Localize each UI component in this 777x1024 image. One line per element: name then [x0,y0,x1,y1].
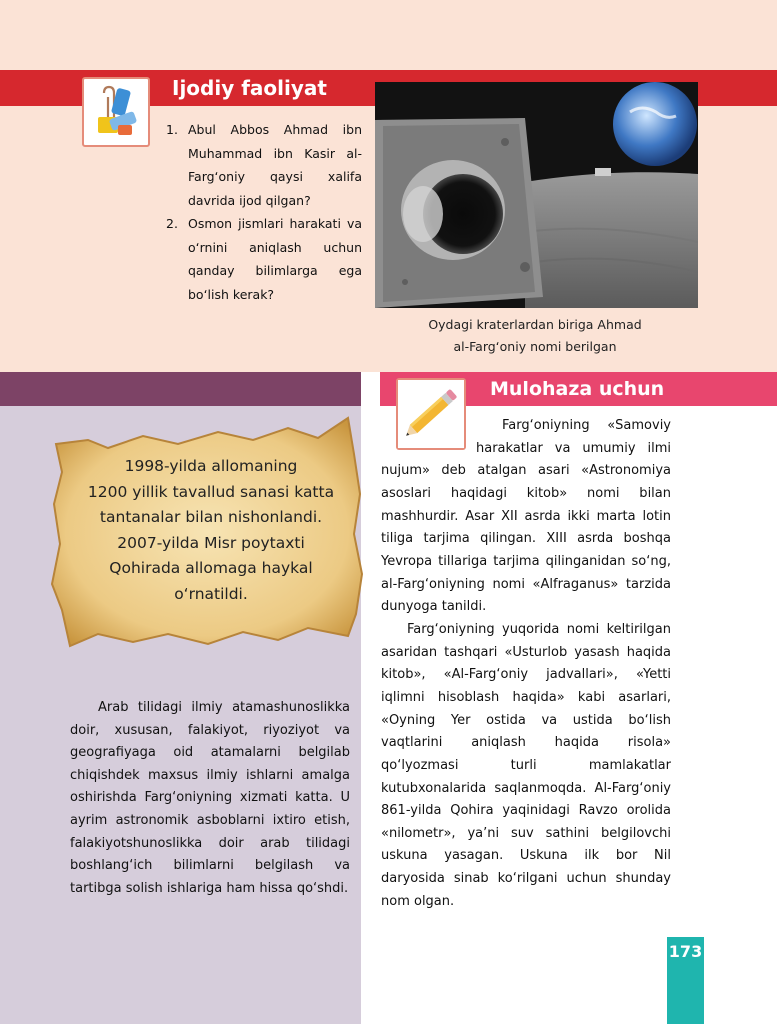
parchment-line: 1998-yilda allomaning [124,457,298,475]
parchment-line: o‘rnatildi. [174,584,248,603]
moon-crater-photo [375,82,698,308]
left-header-band [0,372,361,406]
icon-spacer [381,415,476,460]
reflection-paragraph-2: Farg‘oniyning yuqorida nomi keltirilgan asaridan tashqari «Usturlob yasash haqida kitob», «Al-Farg‘oniy jadvallari», «Yetti iqlimni hisoblash haqida» kabi asarlari, «Oyning Yer ostida va ustida bo‘lish vaqtlarini aniqlash haqida risola» qo‘lyozmasi turli mamlakatlar kutubxonalarida saqlanmoqda. Al-Farg‘oniy 861-yilda Qohira yaqinidagi Ravzo orolida «nilometr», ya’ni suv sathini belgilovchi uskuna yasagan. Uskuna ilk bor Nil daryosida sinab ko‘rilgani uchun shunday nom olgan. [381,621,671,909]
question-number: 2. [166,216,178,231]
photo-caption [390,314,680,358]
parchment-line: tantanalar bilan nishonlandi. [99,508,323,526]
question-item [162,212,362,306]
parchment-line: 1200 yillik tavallud sanasi katta [87,482,335,501]
creative-questions-list [162,118,362,306]
creative-title: Ijodiy faoliyat [172,76,327,100]
question-text: Osmon jismlari harakati va o‘rnini aniqlash uchun qanday bilimlarga ega bo‘lish kerak? [188,216,362,302]
caption-line: Oydagi kraterlardan biriga Ahmad [428,317,642,332]
question-text: Abul Abbos Ahmad ibn Muhammad ibn Kasir al-Farg‘oniy qaysi xalifa davrida ijod qilgan? [188,122,362,208]
parchment-text [70,454,352,607]
paperclip-tools-icon [82,77,150,147]
reflection-paragraph-1: Farg‘oniyning «Samoviy harakatlar va umumiy ilmi nujum» deb atalgan asari «Astronomiya asoslari haqidagi kitob» nomi bilan mashhurdir. Asar XII asrda ikki marta lotin tiliga tarjima qilingan. XIII asrda boshqa Yevropa tillariga tarjima qilinganidan so‘ng, al-Farg‘oniyning nomi «Alfraganus» tarzida dunyoga tanildi. [381,418,671,615]
left-body-paragraph: Arab tilidagi ilmiy atamashunoslikka doir, xususan, falakiyot, riyoziyot va geografiyaga oid atamalarni belgilab chiqishdek maxsus ilmiy ishlarni amalga oshirishda Farg‘oniyning xizmati katta. U ayrim astronomik asboblarni ixtiro etish, falakiyotshunoslikka doir arab tilidagi boshlang‘ich bilimlarni belgilash va tartibga solish ishlariga ham hissa qo‘shdi. [70,700,350,896]
reflection-title: Mulohaza uchun [490,378,665,400]
page-number: 173 [668,942,703,961]
parchment-line: Qohirada allomaga haykal [109,559,313,577]
reflection-text [381,415,671,913]
question-item [162,118,362,212]
caption-line: al-Farg‘oniy nomi berilgan [453,339,617,354]
question-number: 1. [166,122,178,137]
parchment-line: 2007-yilda Misr poytaxti [117,533,305,552]
